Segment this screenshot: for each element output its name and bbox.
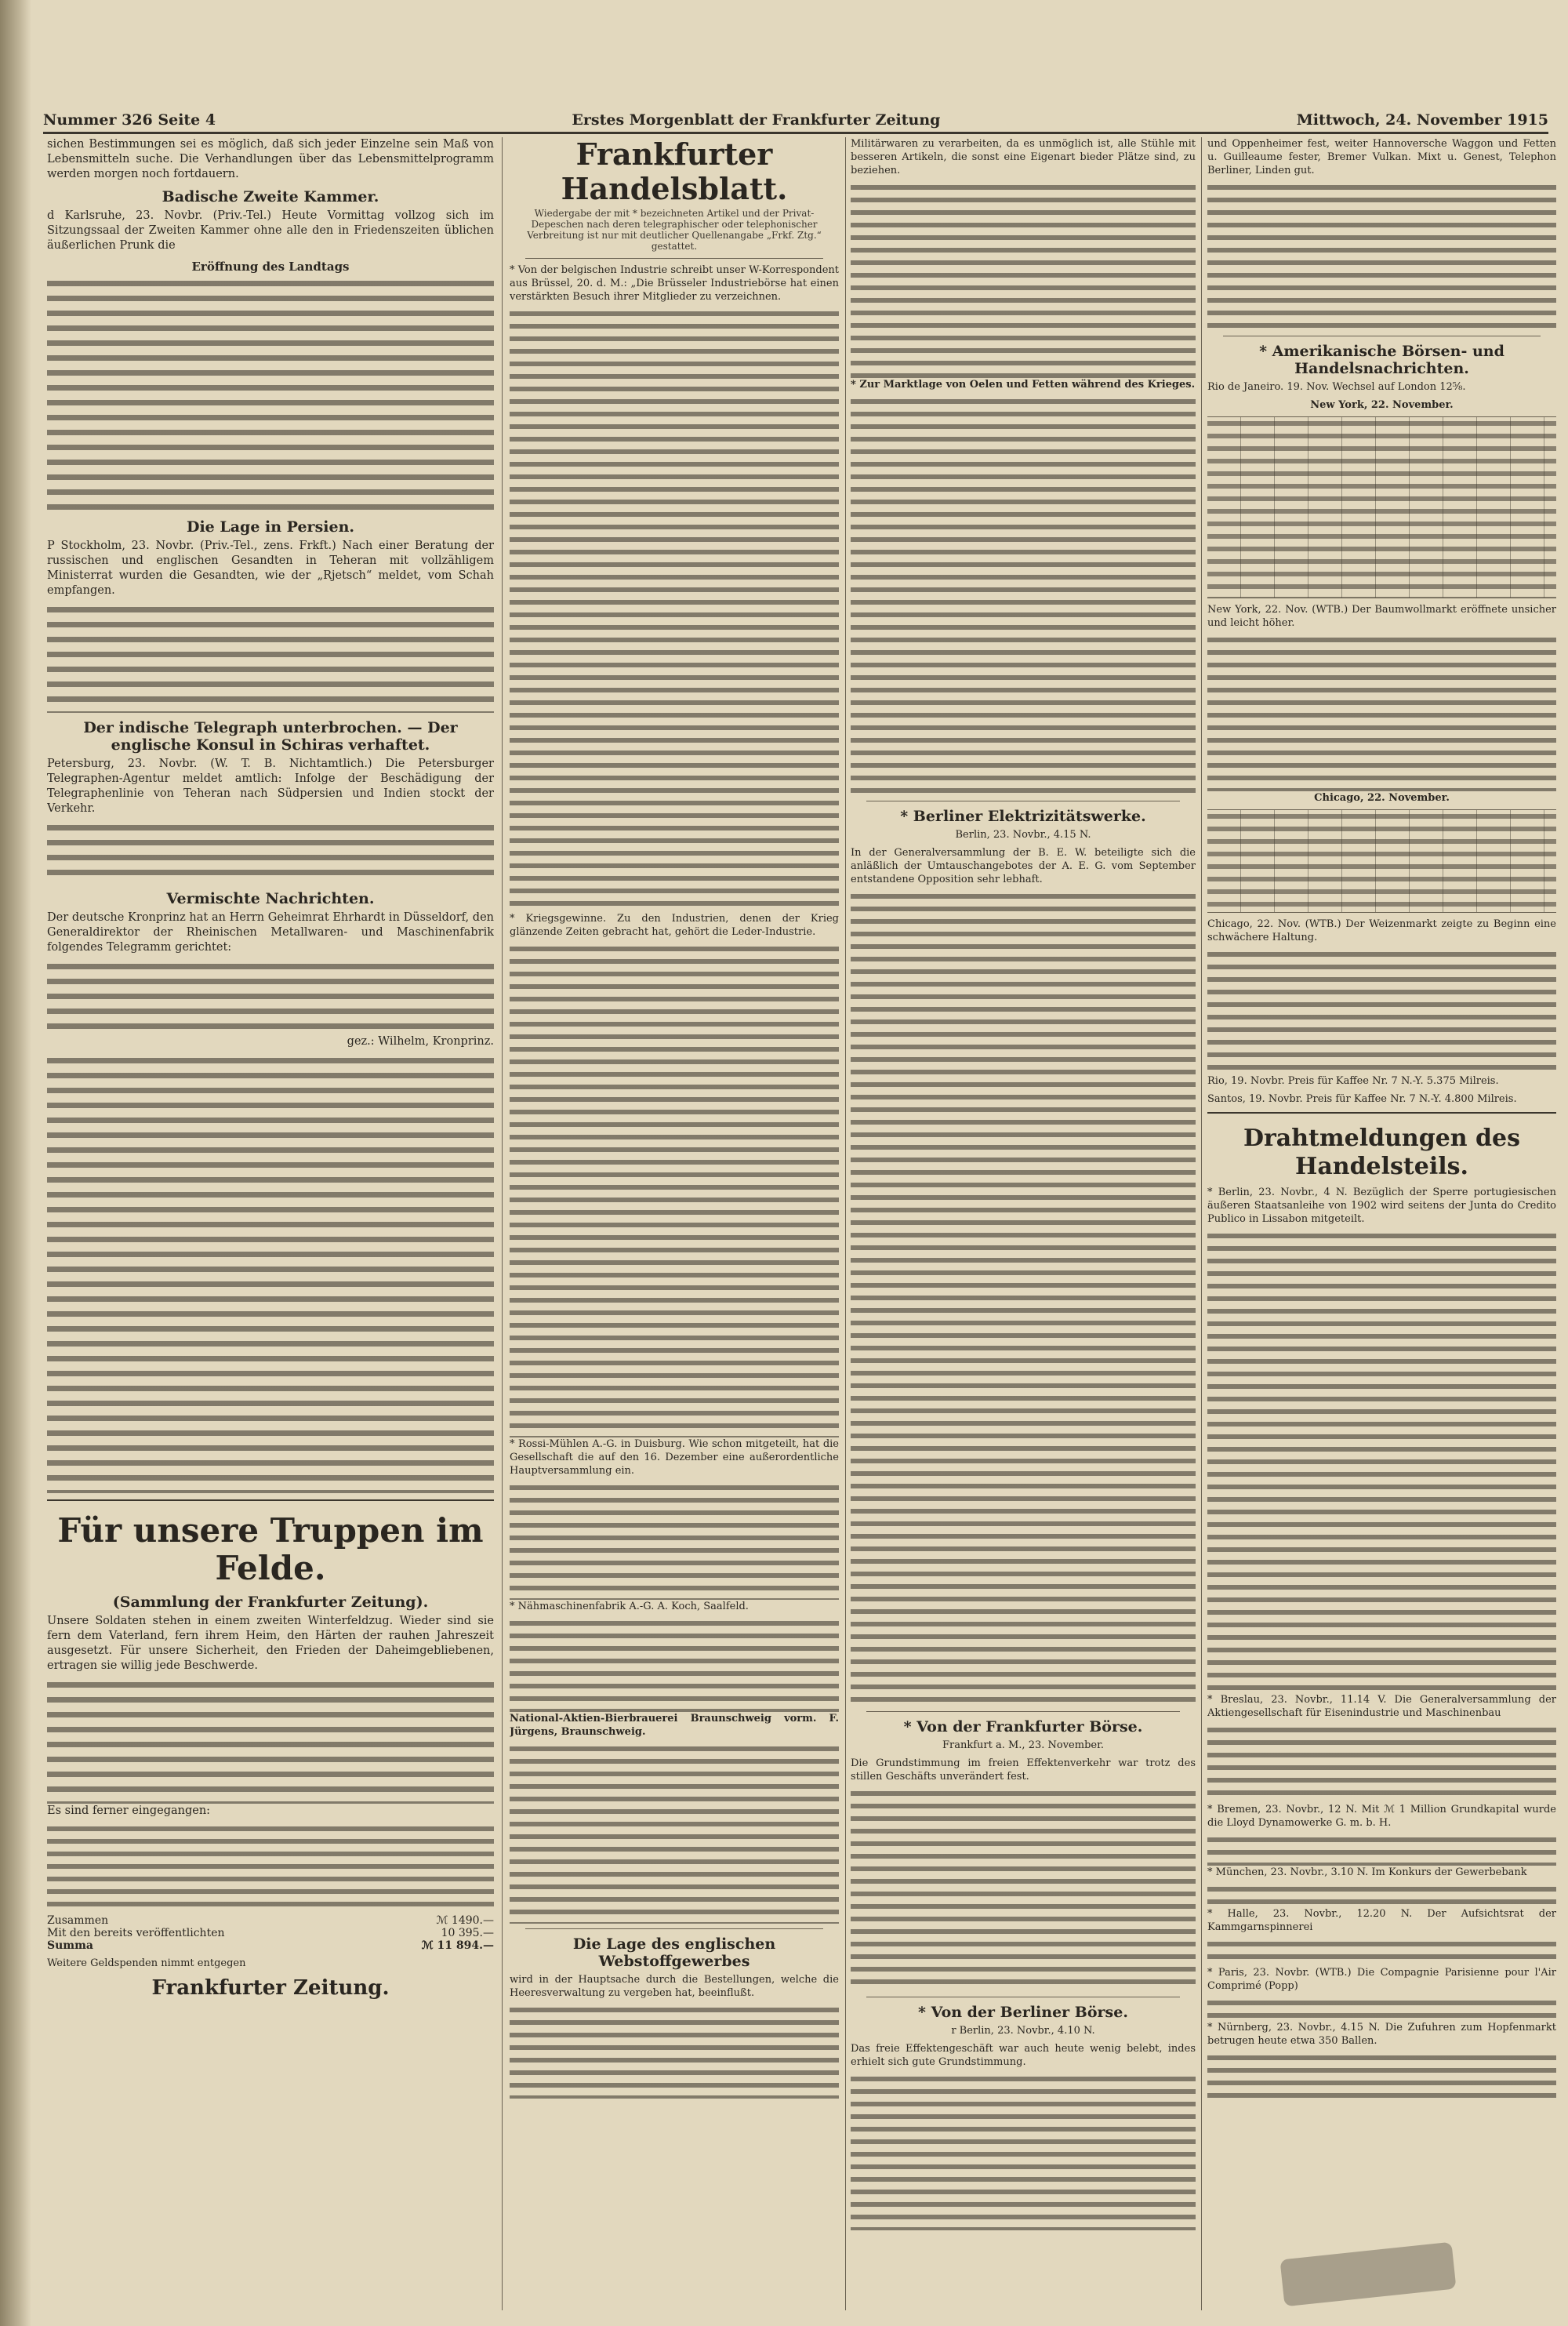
section-heading-frankfurter-boerse: * Von der Frankfurter Börse. <box>903 1718 1143 1735</box>
page-binding-edge <box>0 0 31 2326</box>
chicago-quotes-table <box>1207 809 1556 913</box>
news-item: * Breslau, 23. Novbr., 11.14 V. Die Generalversammlung der Aktiengesellschaft für Eisenindustrie und Maschinenbau <box>1207 1694 1556 1719</box>
footer-note: Weitere Geldspenden nimmt entgegen <box>47 1957 246 1969</box>
donations-intro: Es sind ferner eingegangen: <box>47 1804 211 1817</box>
article-head: * Kriegsgewinne. Zu den Industrien, denen der Krieg glänzende Zeiten gebracht hat, gehört die Leder-Industrie. <box>510 913 839 938</box>
column-4 <box>1207 137 1556 2310</box>
handelsblatt-masthead: Frankfurter Handelsblatt. <box>561 137 788 206</box>
article-body-text <box>1207 1725 1556 1803</box>
column-divider <box>845 137 846 2310</box>
header-issue: Nummer 326 Seite 4 <box>43 111 216 129</box>
footer-signature: Frankfurter Zeitung. <box>151 1976 390 2000</box>
article-paragraph: Der deutsche Kronprinz hat an Herrn Geheimrat Ehrhardt in Düsseldorf, den Generaldirektor der Rheinischen Metallwaren- und Maschinenfabrik folgendes Telegramm gerichtet: <box>47 911 494 954</box>
news-item: * Bremen, 23. Novbr., 12 N. Mit ℳ 1 Million Grundkapital wurde die Lloyd Dynamowerke G. m. b. H. <box>1207 1804 1556 1829</box>
section-heading-weberei: Die Lage des englischen Webstoffgewerbes <box>572 1935 776 1970</box>
article-body-text <box>1207 1939 1556 1966</box>
section-rule <box>866 1711 1180 1712</box>
page-header <box>43 96 1548 129</box>
section-subheading: (Sammlung der Frankfurter Zeitung). <box>112 1594 429 1611</box>
market-heading: Chicago, 22. November. <box>1314 792 1450 804</box>
column-2 <box>510 137 839 2310</box>
lead-paragraph: Militärwaren zu verarbeiten, da es unmöglich ist, alle Stühle mit besseren Artikeln, die sonst eine Eigenart bieder Plätze sind, zu beziehen. <box>851 138 1196 176</box>
article-head: National-Aktien-Bierbrauerei Braunschweig vorm. F. Jürgens, Braunschweig. <box>510 1713 839 1738</box>
article-head: * Nähmaschinenfabrik A.-G. A. Koch, Saalfeld. <box>510 1601 749 1612</box>
article-body-text <box>851 1788 1196 1992</box>
article-paragraph: In der Generalversammlung der B. E. W. beteiligte sich die anläßlich der Umtauschangebotes der A. E. G. vom September entstandene Opposition sehr lebhaft. <box>851 847 1196 885</box>
article-body-text <box>47 603 494 713</box>
article-dateline: Berlin, 23. Novbr., 4.15 N. <box>955 829 1091 841</box>
news-item: * München, 23. Novbr., 3.10 N. Im Konkurs der Gewerbebank <box>1207 1866 1527 1878</box>
article-body-text <box>510 2004 839 2099</box>
market-line: Santos, 19. Novbr. Preis für Kaffee Nr. 7 N.-Y. 4.800 Milreis. <box>1207 1093 1517 1105</box>
article-body-text <box>851 182 1196 378</box>
prev-value: 10 395.— <box>441 1927 494 1939</box>
section-rule <box>525 258 823 259</box>
sum-value: ℳ 1490.— <box>436 1914 494 1927</box>
article-body-text <box>47 1678 494 1804</box>
article-dateline: d Karlsruhe, 23. Novbr. (Priv.-Tel.) Heute Vormittag vollzog sich im Sitzungssaal der Zweiten Kammer ohne alle den in Friedenszeiten üblichen äußerlichen Prunk die <box>47 209 494 252</box>
market-heading: New York, 22. November. <box>1310 399 1454 411</box>
article-body-text <box>1207 1834 1556 1866</box>
column-1 <box>47 137 494 2310</box>
lead-paragraph: sichen Bestimmungen sei es möglich, daß sich jeder Einzelne sein Maß von Lebensmitteln suche. Die Verhandlungen über das Lebensmittelprogramm werden morgen noch fortdauern. <box>47 138 494 180</box>
news-item: * Nürnberg, 23. Novbr., 4.15 N. Die Zufuhren zum Hopfenmarkt betrugen heute etwa 350 Ballen. <box>1207 2022 1556 2047</box>
article-body-text <box>1207 949 1556 1074</box>
section-heading-badische: Badische Zweite Kammer. <box>162 188 379 205</box>
section-heading-amerika: * Amerikanische Börsen- und Handelsnachrichten. <box>1259 343 1504 377</box>
total-label: Summa <box>47 1939 93 1952</box>
section-heading-truppen: Für unsere Truppen im Felde. <box>57 1511 484 1587</box>
article-body-text <box>510 1482 839 1600</box>
header-date: Mittwoch, 24. November 1915 <box>1296 111 1548 129</box>
section-heading-persien: Die Lage in Persien. <box>186 518 354 536</box>
new-york-quotes-table <box>1207 416 1556 598</box>
article-body-text <box>851 891 1196 1706</box>
section-heading-berliner-boerse: * Von der Berliner Börse. <box>918 2004 1128 2021</box>
article-body-text <box>1207 182 1556 331</box>
donations-list <box>47 1823 494 1910</box>
section-rule <box>1207 1112 1556 1114</box>
section-heading-telegraph: Der indische Telegraph unterbrochen. — Der englische Konsul in Schiras verhaftet. <box>83 719 458 754</box>
prev-label: Mit den bereits veröffentlichten <box>47 1927 225 1939</box>
article-body-text <box>510 308 839 912</box>
article-body-text <box>510 1618 839 1712</box>
article-body-text <box>851 2073 1196 2230</box>
article-dateline: Frankfurt a. M., 23. November. <box>942 1739 1105 1751</box>
article-body-text <box>1207 1884 1556 1907</box>
lead-paragraph: und Oppenheimer fest, weiter Hannoversche Waggon und Fetten u. Guilleaume fester, Bremer Vulkan. Mixt u. Genest, Telephon Berliner, Linden gut. <box>1207 138 1556 176</box>
article-paragraph: Unsere Soldaten stehen in einem zweiten Winterfeldzug. Wieder sind sie fern dem Vaterland, fern ihrem Heim, den Härten der rauhen Jahreszeit ausgesetzt. Für unsere Sicherheit, den Frieden der Daheimgebliebenen, ertragen sie willig jede Beschwerde. <box>47 1615 494 1672</box>
total-value: ℳ 11 894.— <box>421 1939 494 1952</box>
article-body-text <box>47 277 494 512</box>
article-paragraph: Die Grundstimmung im freien Effektenverkehr war trotz des stillen Geschäfts unverändert fest. <box>851 1757 1196 1783</box>
header-rule <box>43 132 1548 134</box>
news-item: * Halle, 23. Novbr., 12.20 N. Der Aufsichtsrat der Kammgarnspinnerei <box>1207 1908 1556 1933</box>
article-head: * Zur Marktlage von Oelen und Fetten während des Krieges. <box>851 379 1196 391</box>
article-body-text <box>1207 1230 1556 1693</box>
article-head: * Von der belgischen Industrie schreibt unser W-Korrespondent aus Brüssel, 20. d. M.: „Die Brüsseler Industriebörse hat einen verstärkten Besuch ihrer Mitglieder zu verzeichnen. <box>510 264 839 303</box>
article-dateline: Petersburg, 23. Novbr. (W. T. B. Nichtamtlich.) Die Petersburger Telegraphen-Agentur meldet amtlich: Infolge der Beschädigung der Telegraphenlinie von Teheran nach Südpersien und Indien stockt der Verkehr. <box>47 758 494 815</box>
column-divider <box>1201 137 1202 2310</box>
donation-summary <box>47 1914 494 1952</box>
section-rule <box>47 1499 494 1501</box>
article-dateline: r Berlin, 23. Novbr., 4.10 N. <box>951 2025 1095 2037</box>
column-3 <box>851 137 1196 2310</box>
column-divider <box>502 137 503 2310</box>
news-item: * Paris, 23. Novbr. (WTB.) Die Compagnie Parisienne pour l'Air Comprimé (Popp) <box>1207 1967 1556 1992</box>
article-head: * Rossi-Mühlen A.-G. in Duisburg. Wie schon mitgeteilt, hat die Gesellschaft die auf den 16. Dezember eine außerordentliche Hauptversammlung ein. <box>510 1438 839 1477</box>
market-paragraph: New York, 22. Nov. (WTB.) Der Baumwollmarkt eröffnete unsicher und leicht höher. <box>1207 604 1556 629</box>
article-body-text <box>47 960 494 1034</box>
sum-label: Zusammen <box>47 1914 109 1927</box>
section-rule <box>525 1928 823 1929</box>
article-paragraph: Das freie Effektengeschäft war auch heute wenig belebt, indes erhielt sich gute Grundstimmung. <box>851 2043 1196 2068</box>
article-paragraph: wird in der Hauptsache durch die Bestellungen, welche die Heeresverwaltung zu vergeben hat, beeinflußt. <box>510 1974 839 1999</box>
section-heading-drahtmeldungen: Drahtmeldungen des Handelsteils. <box>1243 1125 1521 1180</box>
market-line: Rio, 19. Novbr. Preis für Kaffee Nr. 7 N.-Y. 5.375 Milreis. <box>1207 1075 1499 1087</box>
header-title: Erstes Morgenblatt der Frankfurter Zeitung <box>572 111 941 129</box>
market-paragraph: Chicago, 22. Nov. (WTB.) Der Weizenmarkt zeigte zu Beginn eine schwächere Haltung. <box>1207 918 1556 943</box>
section-heading-vermischte: Vermischte Nachrichten. <box>166 890 375 907</box>
market-line: Rio de Janeiro. 19. Nov. Wechsel auf London 12⅝. <box>1207 381 1466 393</box>
article-body-text <box>510 1743 839 1924</box>
article-body-text <box>47 821 494 884</box>
article-body-text <box>851 396 1196 796</box>
reprint-notice: Wiedergabe der mit * bezeichneten Artikel und der Privat-Depeschen nach deren telegraphischer oder telephonischer Verbreitung ist nur mit deutlicher Quellenangabe „Frkf. Ztg.“ gestattet. <box>527 208 822 252</box>
article-body-text <box>510 943 839 1437</box>
article-body-text <box>47 1054 494 1493</box>
signature: gez.: Wilhelm, Kronprinz. <box>347 1035 494 1048</box>
article-body-text <box>1207 2052 1556 2099</box>
subheading-eroeffnung: Eröffnung des Landtags <box>191 260 350 274</box>
article-body-text <box>1207 634 1556 791</box>
article-dateline: P Stockholm, 23. Novbr. (Priv.-Tel., zens. Frkft.) Nach einer Beratung der russischen und englischen Gesandten in Teheran mit vollzähligem Ministerrat wurden die Gesandten, wie der „Rjetsch“ meldet, vom Schah empfangen. <box>47 540 494 597</box>
article-body-text <box>1207 1997 1556 2021</box>
section-heading-elektrizitaet: * Berliner Elektrizitätswerke. <box>900 808 1146 825</box>
article-paragraph: * Berlin, 23. Novbr., 4 N. Bezüglich der Sperre portugiesischen äußeren Staatsanleihe von 1902 wird seitens der Junta do Credito Publico in Lissabon mitgeteilt. <box>1207 1187 1556 1225</box>
